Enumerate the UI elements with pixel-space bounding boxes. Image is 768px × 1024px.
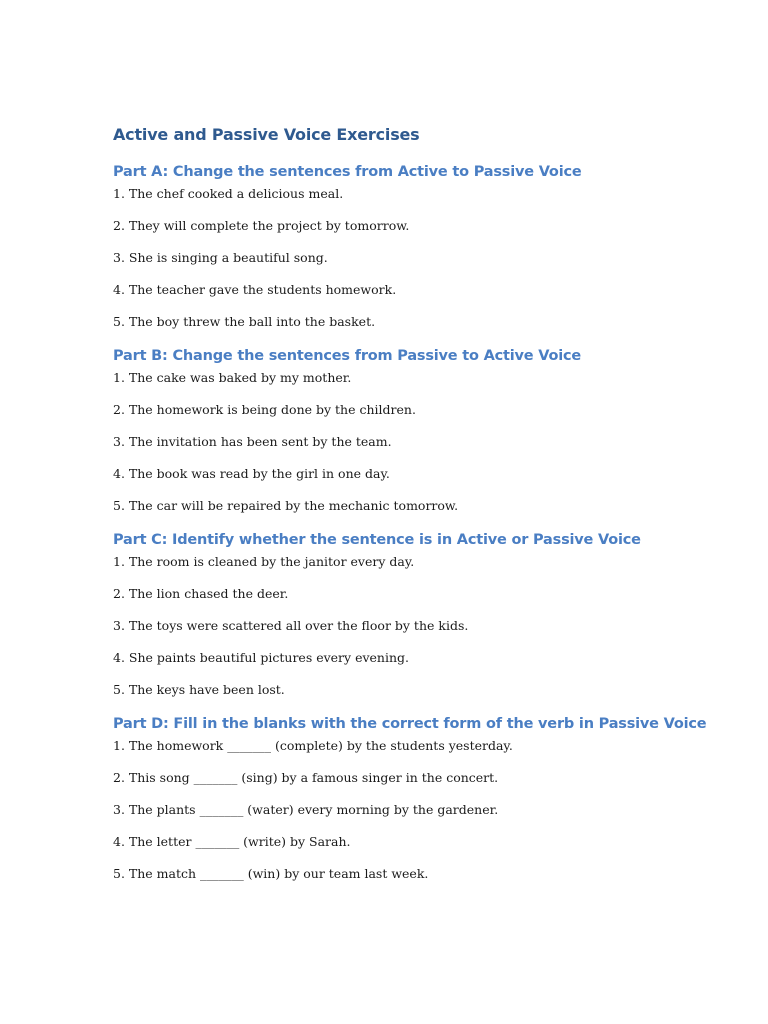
exercise-item: 4. The letter _______ (write) by Sarah. — [113, 834, 351, 849]
exercise-item: 5. The keys have been lost. — [113, 682, 285, 697]
exercise-item: 1. The chef cooked a delicious meal. — [113, 186, 344, 201]
exercise-item: 2. This song _______ (sing) by a famous singer in the concert. — [113, 770, 499, 785]
exercise-item: 5. The boy threw the ball into the basket. — [113, 314, 376, 329]
section-heading: Part B: Change the sentences from Passive to Active Voice — [113, 348, 582, 364]
exercise-item: 1. The cake was baked by my mother. — [113, 370, 352, 385]
section-part-b — [113, 346, 713, 516]
exercise-item: 4. The book was read by the girl in one day. — [113, 466, 390, 481]
exercise-item: 1. The homework _______ (complete) by the students yesterday. — [113, 738, 513, 753]
document-title: Active and Passive Voice Exercises — [113, 125, 420, 144]
section-heading: Part C: Identify whether the sentence is in Active or Passive Voice — [113, 532, 641, 548]
exercise-item: 3. The plants _______ (water) every morning by the gardener. — [113, 802, 499, 817]
section-part-d — [113, 714, 713, 884]
exercise-item: 2. They will complete the project by tomorrow. — [113, 218, 410, 233]
section-heading: Part A: Change the sentences from Active to Passive Voice — [113, 164, 582, 180]
exercise-item: 4. She paints beautiful pictures every evening. — [113, 650, 410, 665]
exercise-item: 5. The car will be repaired by the mechanic tomorrow. — [113, 498, 459, 513]
document-body — [113, 125, 713, 884]
section-part-a — [113, 162, 713, 332]
exercise-item: 4. The teacher gave the students homework. — [113, 282, 397, 297]
section-part-c — [113, 530, 713, 700]
exercise-item: 5. The match _______ (win) by our team last week. — [113, 866, 429, 881]
section-heading: Part D: Fill in the blanks with the correct form of the verb in Passive Voice — [113, 716, 707, 732]
exercise-item: 3. The toys were scattered all over the floor by the kids. — [113, 618, 469, 633]
exercise-item: 3. She is singing a beautiful song. — [113, 250, 328, 265]
exercise-item: 1. The room is cleaned by the janitor every day. — [113, 554, 415, 569]
exercise-item: 2. The homework is being done by the children. — [113, 402, 416, 417]
exercise-item: 3. The invitation has been sent by the team. — [113, 434, 392, 449]
exercise-item: 2. The lion chased the deer. — [113, 586, 289, 601]
